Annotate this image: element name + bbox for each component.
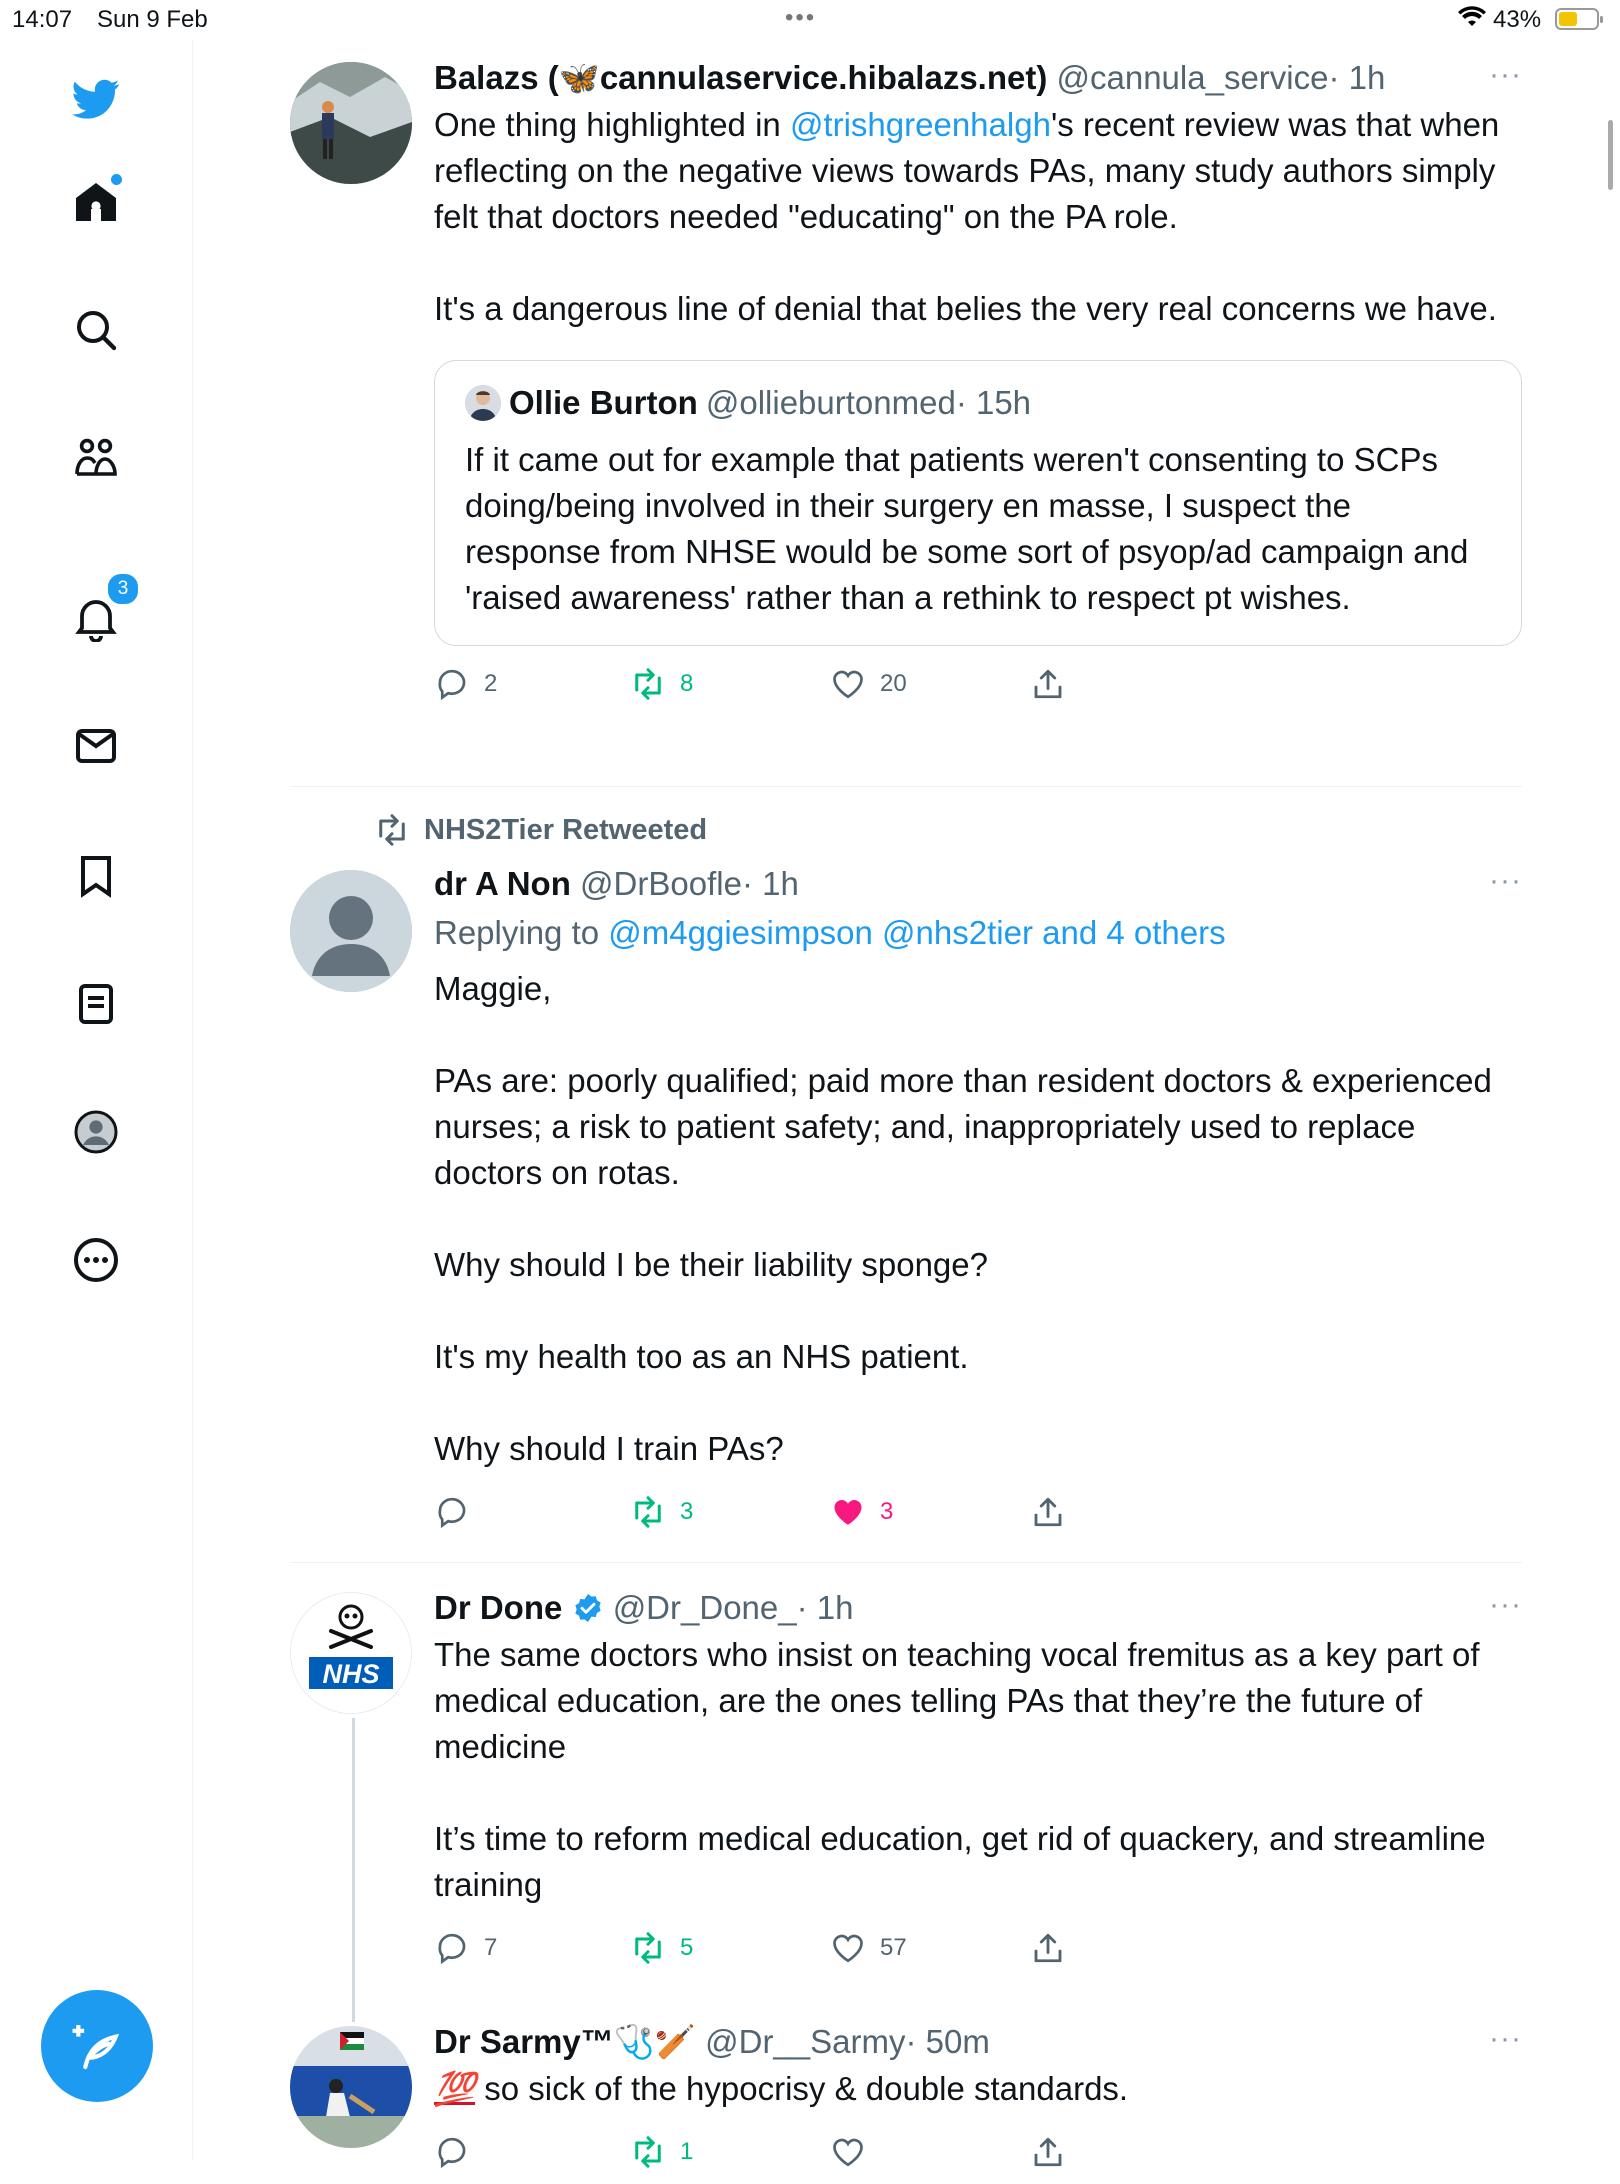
feather-plus-icon [69, 2018, 125, 2074]
heart-icon [830, 1930, 866, 1966]
hundred-emoji: 💯 [434, 2070, 476, 2107]
tweet-actions [434, 2134, 1522, 2184]
tweet-header [434, 2022, 1522, 2062]
like-button[interactable]: 57 [830, 1930, 907, 1966]
status-time: 14:07 [12, 6, 73, 33]
retweet-button[interactable]: 8 [630, 666, 693, 702]
reply-button[interactable] [434, 2134, 484, 2170]
tweet-text: The same doctors who insist on teaching vocal fremitus as a key part of medical education, are the ones telling PAs that they’re the future of medicine It’s time to reform medical education, get rid of quackery, and streamline training [434, 1636, 1486, 1903]
multitasking-dots-icon[interactable]: ••• [785, 4, 817, 31]
retweet-icon [630, 2134, 666, 2170]
home-icon[interactable] [64, 170, 128, 234]
retweet-icon [630, 666, 666, 702]
status-bar [0, 0, 1620, 40]
share-button[interactable] [1030, 1930, 1066, 1966]
tweet-actions [434, 666, 1522, 716]
author-name[interactable]: Balazs ( [434, 59, 559, 96]
more-icon[interactable] [64, 1228, 128, 1292]
tweet-actions [434, 1930, 1522, 1980]
more-options-icon[interactable]: ··· [1489, 1588, 1522, 1621]
reply-icon [434, 666, 470, 702]
quote-author-handle: @ollieburtonmed [705, 384, 956, 421]
replying-to: Replying to @m4ggiesimpson @nhs2tier and 4 others [434, 914, 1226, 951]
share-icon [1030, 1494, 1066, 1530]
compose-tweet-button[interactable] [41, 1990, 153, 2102]
wifi-icon [1458, 6, 1486, 37]
tweet-text: 💯 so sick of the hypocrisy & double standards. [434, 2070, 1129, 2107]
like-button[interactable] [830, 2134, 880, 2170]
reply-icon [434, 1494, 470, 1530]
like-button[interactable]: 20 [830, 666, 907, 702]
scrollbar[interactable] [1608, 120, 1613, 190]
tweet-time[interactable]: · 1h [796, 1589, 854, 1626]
quote-time: · 15h [955, 384, 1032, 421]
divider [290, 786, 1522, 787]
verified-badge-icon [572, 1592, 604, 1624]
butterfly-icon: 🦋 [558, 59, 600, 96]
author-name[interactable]: dr A Non [434, 865, 571, 902]
notifications-badge: 3 [106, 572, 140, 606]
quote-text: If it came out for example that patients weren't consenting to SCPs doing/being involved in their surgery en masse, I suspect the response from NHSE would be some sort of psyop/ad campaign and 'raised awareness' rather than a rethink to respect pt wishes. [465, 441, 1469, 616]
avatar[interactable] [290, 1592, 412, 1714]
home-unread-dot [111, 174, 122, 185]
more-options-icon[interactable]: ··· [1489, 864, 1522, 897]
retweet-button[interactable]: 5 [630, 1930, 693, 1966]
tweet-actions [434, 1494, 1522, 1544]
battery-icon [1555, 8, 1599, 30]
avatar-nhs-text: NHS [322, 1659, 380, 1689]
bookmarks-icon[interactable] [64, 844, 128, 908]
sidebar-nav [0, 40, 193, 2160]
replying-to-links[interactable]: @m4ggiesimpson @nhs2tier and 4 others [608, 914, 1226, 951]
retweet-icon [630, 1930, 666, 1966]
messages-icon[interactable] [64, 714, 128, 778]
share-icon [1030, 2134, 1066, 2170]
skull-nhs-avatar [291, 1593, 411, 1713]
tweet-header [434, 58, 1522, 98]
reply-button[interactable]: 7 [434, 1930, 497, 1966]
reply-icon [434, 2134, 470, 2170]
lists-icon[interactable] [64, 972, 128, 1036]
quote-author-name: Ollie Burton [509, 384, 698, 421]
heart-icon [830, 2134, 866, 2170]
mention-link[interactable]: @trishgreenhalgh [789, 106, 1051, 143]
author-handle[interactable]: @DrBoofle [580, 865, 742, 902]
like-button[interactable]: 3 [830, 1494, 893, 1530]
tweet-text: Maggie, PAs are: poorly qualified; paid more than resident doctors & experienced nurses; a risk to patient safety; and, inappropriately used to replace doctors on rotas. Why should I be their liability sponge? It's my health too as an NHS patient. Why should I train PAs? [434, 970, 1492, 1467]
search-icon[interactable] [64, 298, 128, 362]
more-options-icon[interactable]: ··· [1489, 58, 1522, 91]
tweet-text: One thing highlighted in @trishgreenhalgh's recent review was that when reflecting on the negative views towards PAs, many study authors simply felt that doctors needed "educating" on the PA role. It's a dangerous line of denial that belies the very real concerns we have. [434, 106, 1500, 327]
author-name[interactable]: Dr Done [434, 1589, 563, 1626]
share-icon [1030, 666, 1066, 702]
author-name[interactable]: Dr Sarmy™ [434, 2023, 614, 2060]
more-options-icon[interactable]: ··· [1489, 2022, 1522, 2055]
stethoscope-cricket-emoji: 🩺🏏 [613, 2023, 696, 2060]
cricket-photo-avatar [290, 2026, 412, 2148]
notifications-icon[interactable] [64, 578, 129, 650]
avatar[interactable] [290, 870, 412, 992]
avatar[interactable] [290, 2026, 412, 2148]
retweet-button[interactable]: 1 [630, 2134, 693, 2170]
tweet-header [434, 1588, 1522, 1628]
share-icon [1030, 1930, 1066, 1966]
quote-avatar [465, 385, 501, 421]
profile-icon[interactable] [64, 1100, 128, 1164]
tweet-time[interactable]: · 1h [1328, 59, 1386, 96]
default-avatar-icon [290, 870, 412, 992]
retweet-button[interactable]: 3 [630, 1494, 693, 1530]
tweet-header [434, 864, 1522, 904]
author-handle[interactable]: @cannula_service [1056, 59, 1329, 96]
retweet-icon [374, 812, 410, 848]
twitter-logo-icon[interactable] [64, 67, 128, 131]
author-handle[interactable]: @Dr__Sarmy [705, 2023, 906, 2060]
share-button[interactable] [1030, 2134, 1066, 2170]
heart-filled-icon [830, 1494, 866, 1530]
retweeted-context[interactable]: NHS2Tier Retweeted [374, 812, 707, 848]
divider [290, 1562, 1522, 1563]
reply-icon [434, 1930, 470, 1966]
author-handle[interactable]: @Dr_Done_ [612, 1589, 797, 1626]
author-name-domain[interactable]: cannulaservice.hibalazs.net) [599, 59, 1048, 96]
share-button[interactable] [1030, 1494, 1066, 1530]
status-date: Sun 9 Feb [97, 6, 208, 33]
tweet-time[interactable]: · 1h [741, 865, 799, 902]
battery-percent: 43% [1493, 6, 1542, 33]
quoted-tweet[interactable] [434, 360, 1522, 646]
share-button[interactable] [1030, 666, 1066, 702]
reply-button[interactable]: 2 [434, 666, 497, 702]
heart-icon [830, 666, 866, 702]
avatar[interactable] [290, 62, 412, 184]
communities-icon[interactable] [64, 426, 128, 490]
tweet-time[interactable]: · 50m [905, 2023, 990, 2060]
thread-line [352, 1718, 355, 2022]
retweet-icon [630, 1494, 666, 1530]
reply-button[interactable] [434, 1494, 484, 1530]
